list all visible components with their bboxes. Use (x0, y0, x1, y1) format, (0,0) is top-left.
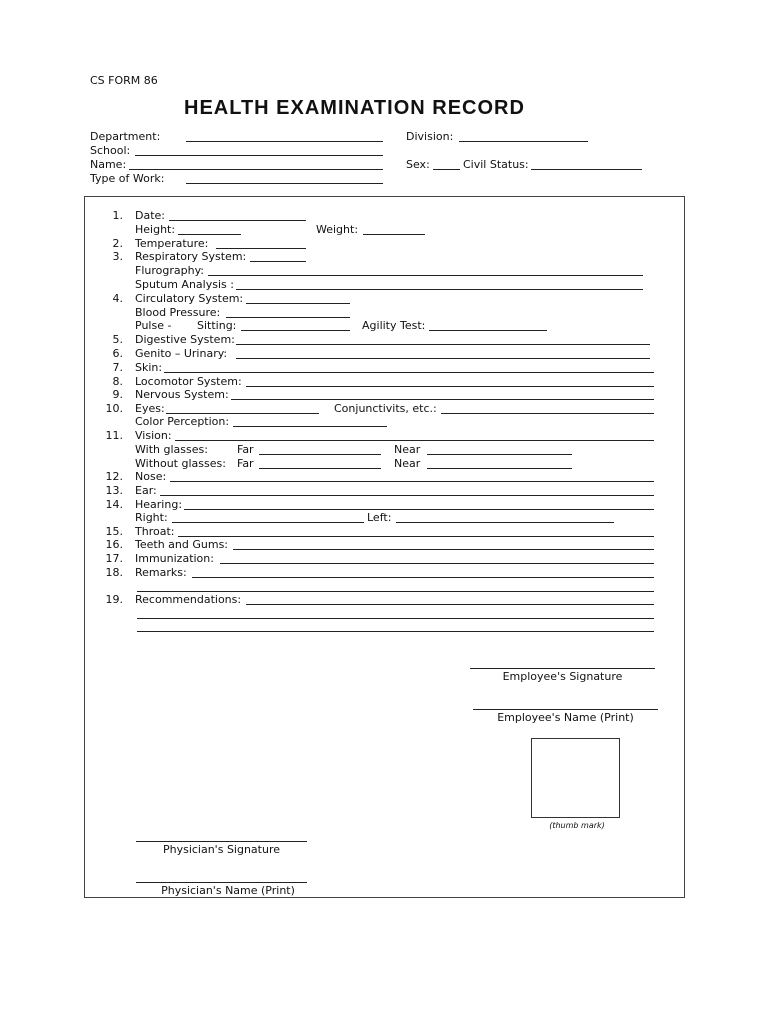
blood-pressure-label: Blood Pressure: (135, 306, 221, 319)
physician-signature-label: Physician's Signature (162, 843, 281, 856)
sitting-label: Sitting: (197, 319, 237, 332)
page-title: HEALTH EXAMINATION RECORD (184, 97, 525, 119)
locomotor-field[interactable] (246, 376, 654, 387)
item-number: 14. (105, 498, 123, 511)
item-number: 15. (105, 525, 123, 538)
department-label: Department: (90, 130, 161, 143)
department-field[interactable] (186, 131, 383, 142)
thumb-mark-box[interactable] (531, 738, 620, 818)
recommendations-field-line-3[interactable] (137, 621, 654, 632)
weight-field[interactable] (363, 224, 425, 235)
thumb-mark-label: (thumb mark) (549, 821, 605, 830)
ear-label: Ear: (135, 484, 157, 497)
height-label: Height: (135, 223, 176, 236)
eyes-field[interactable] (166, 403, 319, 414)
without-glasses-far-field[interactable] (259, 458, 381, 469)
digestive-field[interactable] (236, 334, 650, 345)
hearing-label: Hearing: (135, 498, 183, 511)
remarks-field[interactable] (192, 567, 654, 578)
with-glasses-near-field[interactable] (427, 444, 572, 455)
type-of-work-field[interactable] (186, 173, 383, 184)
vision-label: Vision: (135, 429, 172, 442)
nervous-label: Nervous System: (135, 388, 229, 401)
eyes-label: Eyes: (135, 402, 165, 415)
form-code: CS FORM 86 (90, 74, 158, 87)
vision-field[interactable] (175, 430, 654, 441)
sputum-label: Sputum Analysis : (135, 278, 234, 291)
sputum-field[interactable] (236, 279, 643, 290)
throat-field[interactable] (178, 526, 654, 537)
item-number: 19. (105, 593, 123, 606)
division-label: Division: (406, 130, 454, 143)
item-number: 17. (105, 552, 123, 565)
with-glasses-far-field[interactable] (259, 444, 381, 455)
without-glasses-label: Without glasses: (135, 457, 226, 470)
skin-field[interactable] (164, 362, 654, 373)
left-field[interactable] (396, 512, 614, 523)
item-number: 2. (112, 237, 123, 250)
agility-field[interactable] (429, 320, 547, 331)
item-number: 10. (105, 402, 123, 415)
conjunctivits-field[interactable] (441, 403, 654, 414)
genito-label: Genito – Urinary: (135, 347, 228, 360)
type-of-work-label: Type of Work: (90, 172, 165, 185)
ear-field[interactable] (160, 485, 654, 496)
item-number: 18. (105, 566, 123, 579)
recommendations-label: Recommendations: (135, 593, 242, 606)
respiratory-field[interactable] (250, 251, 306, 262)
temperature-field[interactable] (216, 238, 306, 249)
item-number: 8. (112, 375, 123, 388)
division-field[interactable] (459, 131, 588, 142)
height-field[interactable] (178, 224, 241, 235)
color-perception-label: Color Perception: (135, 415, 230, 428)
item-number: 3. (112, 250, 123, 263)
immunization-field[interactable] (220, 553, 654, 564)
school-field[interactable] (135, 145, 383, 156)
physician-name-line[interactable] (136, 872, 307, 883)
without-glasses-near-label: Near (394, 457, 421, 470)
without-glasses-far-label: Far (237, 457, 254, 470)
left-label: Left: (367, 511, 392, 524)
sex-label: Sex: (406, 158, 430, 171)
item-number: 7. (112, 361, 123, 374)
nose-label: Nose: (135, 470, 167, 483)
nose-field[interactable] (170, 471, 654, 482)
item-number: 6. (112, 347, 123, 360)
with-glasses-label: With glasses: (135, 443, 208, 456)
recommendations-field[interactable] (246, 594, 654, 605)
conjunctivits-label: Conjunctivits, etc.: (334, 402, 437, 415)
item-number: 16. (105, 538, 123, 551)
flurography-field[interactable] (208, 265, 643, 276)
respiratory-label: Respiratory System: (135, 250, 247, 263)
teeth-label: Teeth and Gums: (135, 538, 229, 551)
item-number: 13. (105, 484, 123, 497)
digestive-label: Digestive System: (135, 333, 235, 346)
pulse-label: Pulse - (135, 319, 172, 332)
name-field[interactable] (129, 159, 383, 170)
item-number: 12. (105, 470, 123, 483)
date-label: Date: (135, 209, 165, 222)
name-label: Name: (90, 158, 127, 171)
flurography-label: Flurography: (135, 264, 204, 277)
teeth-field[interactable] (233, 539, 654, 550)
right-field[interactable] (172, 512, 364, 523)
physician-name-label: Physician's Name (Print) (161, 884, 295, 897)
immunization-label: Immunization: (135, 552, 214, 565)
sitting-field[interactable] (241, 320, 350, 331)
item-number: 1. (112, 209, 123, 222)
agility-label: Agility Test: (362, 319, 426, 332)
school-label: School: (90, 144, 131, 157)
genito-field[interactable] (236, 348, 650, 359)
remarks-label: Remarks: (135, 566, 187, 579)
employee-name-line[interactable] (473, 699, 658, 710)
circulatory-label: Circulatory System: (135, 292, 244, 305)
blood-pressure-field[interactable] (226, 307, 350, 318)
skin-label: Skin: (135, 361, 163, 374)
locomotor-label: Locomotor System: (135, 375, 242, 388)
employee-name-label: Employee's Name (Print) (497, 711, 634, 724)
item-number: 5. (112, 333, 123, 346)
with-glasses-near-label: Near (394, 443, 421, 456)
item-number: 9. (112, 388, 123, 401)
civil-status-label: Civil Status: (463, 158, 529, 171)
date-field[interactable] (169, 210, 306, 221)
physician-signature-line[interactable] (136, 831, 307, 842)
temperature-label: Temperature: (135, 237, 209, 250)
sex-field[interactable] (433, 159, 460, 170)
hearing-field[interactable] (184, 499, 654, 510)
with-glasses-far-label: Far (237, 443, 254, 456)
civil-status-field[interactable] (531, 159, 642, 170)
color-perception-field[interactable] (233, 416, 387, 427)
right-label: Right: (135, 511, 168, 524)
item-number: 11. (105, 429, 123, 442)
without-glasses-near-field[interactable] (427, 458, 572, 469)
weight-label: Weight: (316, 223, 359, 236)
remarks-field-line-2[interactable] (137, 581, 654, 592)
circulatory-field[interactable] (246, 293, 350, 304)
employee-signature-label: Employee's Signature (502, 670, 623, 683)
employee-signature-line[interactable] (470, 658, 655, 669)
recommendations-field-line-2[interactable] (137, 608, 654, 619)
nervous-field[interactable] (231, 389, 654, 400)
item-number: 4. (112, 292, 123, 305)
throat-label: Throat: (135, 525, 175, 538)
